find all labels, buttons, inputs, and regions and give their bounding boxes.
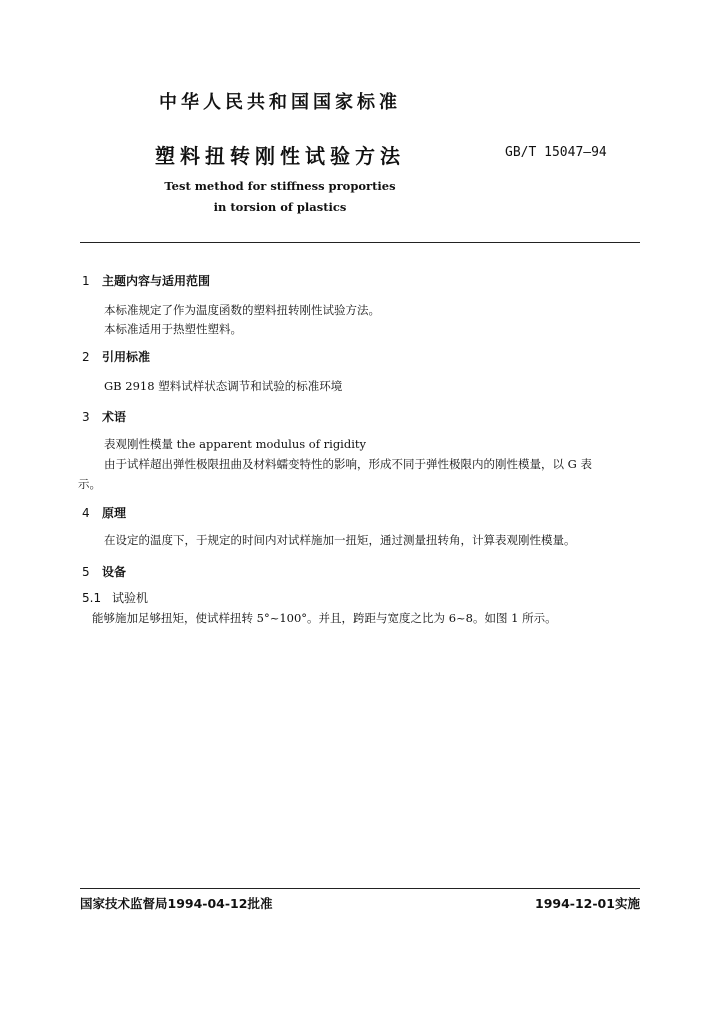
- english-title-line2: in torsion of plastics: [213, 200, 347, 214]
- section-title: 设备: [102, 565, 127, 579]
- section-number: 4: [82, 506, 90, 520]
- section-title: 术语: [102, 410, 127, 424]
- section-3-paragraph-1-continued: 示。: [78, 477, 101, 491]
- subsection-5-1-heading: [82, 589, 148, 606]
- section-title: 原理: [102, 506, 127, 520]
- section-2-heading: [82, 348, 150, 365]
- section-title: 主题内容与适用范围: [102, 274, 211, 288]
- section-1-paragraph-2: 本标准适用于热塑性塑料。: [104, 322, 242, 336]
- section-2-paragraph-1: GB 2918 塑料试样状态调节和试验的标准环境: [104, 379, 343, 393]
- section-3-paragraph-1: 由于试样超出弹性极限扭曲及材料蠕变特性的影响，形成不同于弹性极限内的刚性模量，以 G 表: [104, 457, 592, 471]
- subsection-title: 试验机: [112, 591, 149, 605]
- section-number: 2: [82, 350, 90, 364]
- subsection-5-1-paragraph-1: 能够施加足够扭矩，使试样扭转 5°~100°。并且，跨距与宽度之比为 6~8。如图 1 所示。: [92, 611, 557, 625]
- approval-date: 国家技术监督局1994-04-12批准: [80, 896, 273, 911]
- section-number: 3: [82, 410, 90, 424]
- section-4-heading: [82, 504, 126, 521]
- section-3-heading: [82, 408, 126, 425]
- effective-date: 1994-12-01实施: [535, 896, 640, 911]
- section-number: 5: [82, 565, 90, 579]
- national-standard-label: 中华人民共和国国家标准: [159, 92, 401, 113]
- section-3-term: 表观刚性模量 the apparent modulus of rigidity: [104, 437, 367, 451]
- standard-number: GB/T 15047—94: [505, 145, 607, 160]
- section-number: 1: [82, 274, 90, 288]
- section-title: 引用标准: [102, 350, 151, 364]
- section-1-heading: [82, 272, 210, 289]
- header-divider: [80, 242, 640, 243]
- english-title-line1: Test method for stiffness proporties: [164, 179, 396, 193]
- footer-divider: [80, 888, 640, 889]
- section-5-heading: [82, 563, 126, 580]
- document-title: 塑料扭转刚性试验方法: [155, 144, 405, 168]
- subsection-number: 5.1: [82, 591, 102, 605]
- section-4-paragraph-1: 在设定的温度下，于规定的时间内对试样施加一扭矩，通过测量扭转角，计算表观刚性模量。: [104, 533, 576, 547]
- section-1-paragraph-1: 本标准规定了作为温度函数的塑料扭转刚性试验方法。: [104, 303, 380, 317]
